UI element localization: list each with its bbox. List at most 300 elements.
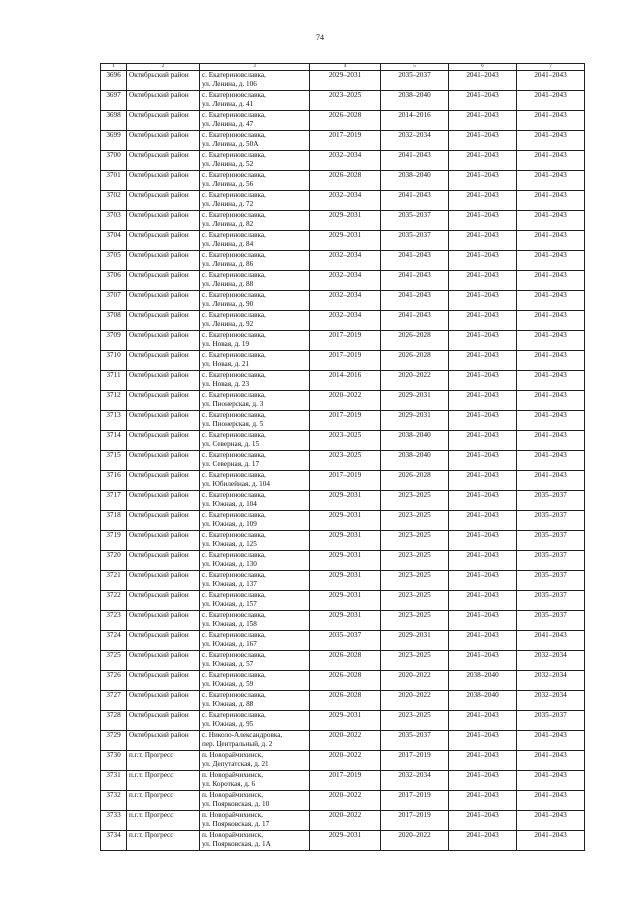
address-settlement: п. Новорайчихинск, (202, 771, 264, 779)
table-row (101, 691, 585, 711)
period-cell: 2029–2031 (310, 211, 381, 231)
row-number-cell: 3724 (101, 631, 127, 651)
period-cell: 2020–2022 (310, 391, 381, 411)
address-settlement: с. Екатериновславка, (202, 271, 266, 279)
address-cell (200, 211, 310, 231)
period-cell: 2041–2043 (517, 231, 585, 251)
address-settlement: с. Екатериновславка, (202, 331, 266, 339)
row-number-cell: 3707 (101, 291, 127, 311)
period-cell: 2032–2034 (517, 671, 585, 691)
address-street: ул. Южная, д. 167 (202, 640, 257, 648)
district-cell: Октябрьский район (127, 211, 200, 231)
period-cell: 2029–2031 (310, 511, 381, 531)
address-street: ул. Пионерская, д. 3 (202, 400, 264, 408)
address-street: ул. Ленина, д. 106 (202, 80, 257, 88)
address-settlement: с. Екатериновславка, (202, 711, 266, 719)
address-settlement: с. Екатериновславка, (202, 351, 266, 359)
period-cell: 2041–2043 (517, 111, 585, 131)
address-street: ул. Ленина, д. 86 (202, 260, 254, 268)
address-cell (200, 831, 310, 851)
period-cell: 2035–2037 (381, 71, 449, 91)
district-cell: Октябрьский район (127, 151, 200, 171)
period-cell: 2041–2043 (381, 151, 449, 171)
district-cell: Октябрьский район (127, 671, 200, 691)
period-cell: 2023–2025 (310, 451, 381, 471)
address-street: ул. Ленина, д. 41 (202, 100, 254, 108)
period-cell: 2041–2043 (517, 831, 585, 851)
address-street: ул. Ленина, д. 52 (202, 160, 254, 168)
address-cell (200, 571, 310, 591)
row-number-cell: 3714 (101, 431, 127, 451)
address-street: ул. Новая, д. 21 (202, 360, 250, 368)
district-cell: Октябрьский район (127, 331, 200, 351)
district-cell: Октябрьский район (127, 571, 200, 591)
period-cell: 2041–2043 (517, 751, 585, 771)
period-cell: 2023–2025 (310, 431, 381, 451)
address-street: ул. Ленина, д. 84 (202, 240, 254, 248)
address-street: ул. Южная, д. 95 (202, 720, 254, 728)
district-cell: Октябрьский район (127, 551, 200, 571)
district-cell: Октябрьский район (127, 631, 200, 651)
row-number-cell: 3729 (101, 731, 127, 751)
address-settlement: с. Екатериновславка, (202, 571, 266, 579)
period-cell: 2041–2043 (517, 731, 585, 751)
address-cell (200, 651, 310, 671)
row-number-cell: 3723 (101, 611, 127, 631)
row-number-cell: 3733 (101, 811, 127, 831)
period-cell: 2017–2019 (381, 751, 449, 771)
table-row (101, 231, 585, 251)
period-cell: 2041–2043 (517, 131, 585, 151)
table-row (101, 391, 585, 411)
address-settlement: с. Екатериновславка, (202, 151, 266, 159)
period-cell: 2041–2043 (449, 731, 517, 751)
address-settlement: с. Екатериновславка, (202, 491, 266, 499)
table-row (101, 251, 585, 271)
period-cell: 2041–2043 (381, 311, 449, 331)
district-cell: Октябрьский район (127, 171, 200, 191)
district-cell: Октябрьский район (127, 351, 200, 371)
address-street: ул. Северная, д. 15 (202, 440, 260, 448)
address-settlement: с. Екатериновславка, (202, 131, 266, 139)
row-number-cell: 3708 (101, 311, 127, 331)
period-cell: 2023–2025 (381, 531, 449, 551)
table-row (101, 751, 585, 771)
period-cell: 2032–2034 (517, 651, 585, 671)
period-cell: 2041–2043 (517, 791, 585, 811)
period-cell: 2041–2043 (449, 271, 517, 291)
address-cell (200, 671, 310, 691)
table-row (101, 711, 585, 731)
district-cell: Октябрьский район (127, 531, 200, 551)
column-number-row (101, 64, 585, 71)
period-cell: 2032–2034 (310, 291, 381, 311)
address-cell (200, 131, 310, 151)
address-settlement: с. Екатериновславка, (202, 591, 266, 599)
period-cell: 2041–2043 (517, 71, 585, 91)
period-cell: 2041–2043 (449, 611, 517, 631)
address-cell (200, 411, 310, 431)
row-number-cell: 3734 (101, 831, 127, 851)
page-number: 74 (316, 33, 324, 42)
address-settlement: с. Екатериновславка, (202, 411, 266, 419)
period-cell: 2041–2043 (517, 91, 585, 111)
column-number: 2 (127, 64, 200, 71)
period-cell: 2041–2043 (517, 211, 585, 231)
district-cell: Октябрьский район (127, 491, 200, 511)
period-cell: 2041–2043 (517, 631, 585, 651)
row-number-cell: 3704 (101, 231, 127, 251)
address-street: ул. Ленина, д. 92 (202, 320, 254, 328)
period-cell: 2023–2025 (310, 91, 381, 111)
period-cell: 2035–2037 (381, 211, 449, 231)
address-cell (200, 551, 310, 571)
period-cell: 2041–2043 (517, 311, 585, 331)
address-street: ул. Ленина, д. 50А (202, 140, 259, 148)
row-number-cell: 3709 (101, 331, 127, 351)
district-cell: п.г.т. Прогресс (127, 831, 200, 851)
table-row (101, 311, 585, 331)
address-street: ул. Южная, д. 104 (202, 500, 257, 508)
table-row (101, 411, 585, 431)
period-cell: 2029–2031 (310, 71, 381, 91)
address-cell (200, 111, 310, 131)
address-cell (200, 171, 310, 191)
district-cell: п.г.т. Прогресс (127, 811, 200, 831)
address-cell (200, 311, 310, 331)
period-cell: 2041–2043 (517, 471, 585, 491)
address-street: ул. Южная, д. 125 (202, 540, 257, 548)
table-row (101, 671, 585, 691)
period-cell: 2041–2043 (381, 191, 449, 211)
table-row (101, 831, 585, 851)
address-settlement: с. Екатериновславка, (202, 291, 266, 299)
row-number-cell: 3731 (101, 771, 127, 791)
column-number: 4 (310, 64, 381, 71)
period-cell: 2026–2028 (310, 651, 381, 671)
period-cell: 2023–2025 (381, 491, 449, 511)
table-row (101, 571, 585, 591)
address-settlement: с. Екатериновславка, (202, 691, 266, 699)
period-cell: 2029–2031 (381, 411, 449, 431)
district-cell: Октябрьский район (127, 511, 200, 531)
period-cell: 2041–2043 (449, 131, 517, 151)
period-cell: 2035–2037 (310, 631, 381, 651)
address-cell (200, 751, 310, 771)
address-settlement: с. Екатериновславка, (202, 551, 266, 559)
period-cell: 2041–2043 (449, 151, 517, 171)
period-cell: 2020–2022 (381, 831, 449, 851)
period-cell: 2026–2028 (381, 471, 449, 491)
district-cell: Октябрьский район (127, 391, 200, 411)
period-cell: 2017–2019 (310, 771, 381, 791)
period-cell: 2041–2043 (517, 191, 585, 211)
period-cell: 2041–2043 (517, 451, 585, 471)
period-cell: 2041–2043 (449, 551, 517, 571)
address-cell (200, 491, 310, 511)
address-street: ул. Поярковская, д. 10 (202, 800, 270, 808)
address-settlement: п. Новорайчихинск, (202, 831, 264, 839)
address-street: ул. Южная, д. 59 (202, 680, 254, 688)
period-cell: 2041–2043 (449, 111, 517, 131)
row-number-cell: 3715 (101, 451, 127, 471)
period-cell: 2029–2031 (310, 831, 381, 851)
district-cell: Октябрьский район (127, 91, 200, 111)
address-cell (200, 511, 310, 531)
address-settlement: с. Екатериновславка, (202, 91, 266, 99)
address-street: ул. Новая, д. 23 (202, 380, 250, 388)
row-number-cell: 3717 (101, 491, 127, 511)
period-cell: 2020–2022 (381, 691, 449, 711)
address-cell (200, 251, 310, 271)
address-cell (200, 771, 310, 791)
district-cell: Октябрьский район (127, 311, 200, 331)
table-row (101, 471, 585, 491)
row-number-cell: 3702 (101, 191, 127, 211)
address-settlement: с. Екатериновславка, (202, 511, 266, 519)
period-cell: 2035–2037 (517, 591, 585, 611)
period-cell: 2041–2043 (449, 591, 517, 611)
district-cell: Октябрьский район (127, 191, 200, 211)
period-cell: 2035–2037 (517, 571, 585, 591)
period-cell: 2041–2043 (517, 351, 585, 371)
address-cell (200, 351, 310, 371)
district-cell: Октябрьский район (127, 691, 200, 711)
address-cell (200, 371, 310, 391)
row-number-cell: 3720 (101, 551, 127, 571)
period-cell: 2026–2028 (310, 691, 381, 711)
district-cell: Октябрьский район (127, 451, 200, 471)
district-cell: Октябрьский район (127, 371, 200, 391)
table-row (101, 451, 585, 471)
address-cell (200, 691, 310, 711)
period-cell: 2026–2028 (310, 171, 381, 191)
address-cell (200, 91, 310, 111)
period-cell: 2026–2028 (381, 331, 449, 351)
address-settlement: с. Екатериновславка, (202, 171, 266, 179)
district-cell: Октябрьский район (127, 431, 200, 451)
period-cell: 2041–2043 (449, 771, 517, 791)
district-cell: Октябрьский район (127, 71, 200, 91)
table-row (101, 151, 585, 171)
period-cell: 2041–2043 (381, 271, 449, 291)
period-cell: 2041–2043 (449, 791, 517, 811)
period-cell: 2041–2043 (449, 811, 517, 831)
period-cell: 2041–2043 (517, 171, 585, 191)
period-cell: 2023–2025 (381, 511, 449, 531)
row-number-cell: 3710 (101, 351, 127, 371)
address-settlement: с. Екатериновславка, (202, 311, 266, 319)
table-row (101, 291, 585, 311)
period-cell: 2020–2022 (381, 371, 449, 391)
district-cell: Октябрьский район (127, 651, 200, 671)
period-cell: 2041–2043 (449, 91, 517, 111)
address-settlement: с. Екатериновславка, (202, 251, 266, 259)
row-number-cell: 3725 (101, 651, 127, 671)
period-cell: 2041–2043 (517, 391, 585, 411)
row-number-cell: 3727 (101, 691, 127, 711)
address-street: ул. Южная, д. 157 (202, 600, 257, 608)
column-number: 7 (517, 64, 585, 71)
address-cell (200, 791, 310, 811)
address-settlement: с. Екатериновславка, (202, 231, 266, 239)
period-cell: 2038–2040 (449, 691, 517, 711)
district-cell: Октябрьский район (127, 271, 200, 291)
period-cell: 2041–2043 (517, 811, 585, 831)
period-cell: 2041–2043 (517, 271, 585, 291)
address-settlement: с. Екатериновславка, (202, 111, 266, 119)
period-cell: 2041–2043 (449, 411, 517, 431)
table-row (101, 351, 585, 371)
period-cell: 2029–2031 (310, 491, 381, 511)
district-cell: Октябрьский район (127, 711, 200, 731)
table-row (101, 511, 585, 531)
period-cell: 2041–2043 (449, 751, 517, 771)
period-cell: 2041–2043 (449, 391, 517, 411)
table-row (101, 551, 585, 571)
period-cell: 2041–2043 (449, 171, 517, 191)
row-number-cell: 3730 (101, 751, 127, 771)
period-cell: 2041–2043 (449, 651, 517, 671)
period-cell: 2032–2034 (381, 131, 449, 151)
address-street: ул. Ленина, д. 82 (202, 220, 254, 228)
period-cell: 2038–2040 (381, 451, 449, 471)
period-cell: 2029–2031 (310, 571, 381, 591)
period-cell: 2035–2037 (517, 611, 585, 631)
period-cell: 2029–2031 (310, 611, 381, 631)
period-cell: 2041–2043 (449, 471, 517, 491)
row-number-cell: 3722 (101, 591, 127, 611)
address-street: ул. Пионерская, д. 5 (202, 420, 264, 428)
district-cell: п.г.т. Прогресс (127, 751, 200, 771)
address-settlement: п. Новорайчихинск, (202, 791, 264, 799)
period-cell: 2017–2019 (381, 811, 449, 831)
address-street: ул. Южная, д. 137 (202, 580, 257, 588)
period-cell: 2035–2037 (517, 551, 585, 571)
period-cell: 2041–2043 (449, 491, 517, 511)
address-settlement: с. Екатериновславка, (202, 191, 266, 199)
row-number-cell: 3701 (101, 171, 127, 191)
row-number-cell: 3698 (101, 111, 127, 131)
period-cell: 2023–2025 (381, 711, 449, 731)
address-settlement: с. Екатериновславка, (202, 391, 266, 399)
period-cell: 2041–2043 (449, 251, 517, 271)
address-settlement: с. Екатериновславка, (202, 371, 266, 379)
address-cell (200, 631, 310, 651)
period-cell: 2038–2040 (381, 171, 449, 191)
period-cell: 2014–2016 (381, 111, 449, 131)
period-cell: 2032–2034 (517, 691, 585, 711)
period-cell: 2020–2022 (381, 671, 449, 691)
row-number-cell: 3711 (101, 371, 127, 391)
period-cell: 2041–2043 (449, 831, 517, 851)
period-cell: 2035–2037 (517, 711, 585, 731)
address-cell (200, 391, 310, 411)
period-cell: 2029–2031 (381, 631, 449, 651)
address-street: ул. Южная, д. 158 (202, 620, 257, 628)
address-cell (200, 191, 310, 211)
period-cell: 2041–2043 (517, 251, 585, 271)
address-cell (200, 471, 310, 491)
period-cell: 2020–2022 (310, 811, 381, 831)
period-cell: 2041–2043 (449, 231, 517, 251)
period-cell: 2035–2037 (517, 491, 585, 511)
address-street: ул. Ленина, д. 47 (202, 120, 254, 128)
table-row (101, 131, 585, 151)
period-cell: 2041–2043 (449, 71, 517, 91)
period-cell: 2029–2031 (310, 231, 381, 251)
address-cell (200, 431, 310, 451)
period-cell: 2038–2040 (381, 431, 449, 451)
period-cell: 2017–2019 (310, 471, 381, 491)
address-street: ул. Южная, д. 109 (202, 520, 257, 528)
table-row (101, 91, 585, 111)
district-cell: Октябрьский район (127, 471, 200, 491)
address-cell (200, 151, 310, 171)
period-cell: 2032–2034 (310, 311, 381, 331)
period-cell: 2041–2043 (381, 291, 449, 311)
address-cell (200, 291, 310, 311)
row-number-cell: 3718 (101, 511, 127, 531)
table-row (101, 171, 585, 191)
address-cell (200, 531, 310, 551)
period-cell: 2017–2019 (381, 791, 449, 811)
address-street: ул. Поярковская, д. 17 (202, 820, 270, 828)
period-cell: 2041–2043 (517, 371, 585, 391)
table-row (101, 591, 585, 611)
period-cell: 2038–2040 (381, 91, 449, 111)
period-cell: 2029–2031 (310, 531, 381, 551)
address-settlement: с. Екатериновславка, (202, 651, 266, 659)
row-number-cell: 3697 (101, 91, 127, 111)
period-cell: 2035–2037 (381, 231, 449, 251)
address-settlement: с. Николо-Александровка, (202, 731, 283, 739)
period-cell: 2026–2028 (381, 351, 449, 371)
address-cell (200, 811, 310, 831)
address-street: ул. Депутатская, д. 21 (202, 760, 269, 768)
period-cell: 2020–2022 (310, 751, 381, 771)
period-cell: 2029–2031 (310, 591, 381, 611)
row-number-cell: 3728 (101, 711, 127, 731)
period-cell: 2041–2043 (449, 711, 517, 731)
period-cell: 2041–2043 (449, 431, 517, 451)
address-street: ул. Южная, д. 130 (202, 560, 257, 568)
table-row (101, 371, 585, 391)
period-cell: 2029–2031 (310, 711, 381, 731)
address-settlement: с. Екатериновславка, (202, 631, 266, 639)
period-cell: 2032–2034 (310, 251, 381, 271)
address-settlement: п. Новорайчихинск, (202, 811, 264, 819)
table-row (101, 731, 585, 751)
period-cell: 2041–2043 (517, 411, 585, 431)
table-row (101, 71, 585, 91)
table-row (101, 271, 585, 291)
period-cell: 2041–2043 (449, 331, 517, 351)
table-row (101, 111, 585, 131)
address-street: ул. Северная, д. 17 (202, 460, 260, 468)
district-cell: Октябрьский район (127, 291, 200, 311)
row-number-cell: 3716 (101, 471, 127, 491)
address-cell (200, 591, 310, 611)
table-row (101, 191, 585, 211)
period-cell: 2041–2043 (449, 451, 517, 471)
row-number-cell: 3705 (101, 251, 127, 271)
table-row (101, 651, 585, 671)
address-settlement: с. Екатериновславка, (202, 611, 266, 619)
period-cell: 2023–2025 (381, 551, 449, 571)
period-cell: 2035–2037 (381, 731, 449, 751)
period-cell: 2041–2043 (449, 291, 517, 311)
